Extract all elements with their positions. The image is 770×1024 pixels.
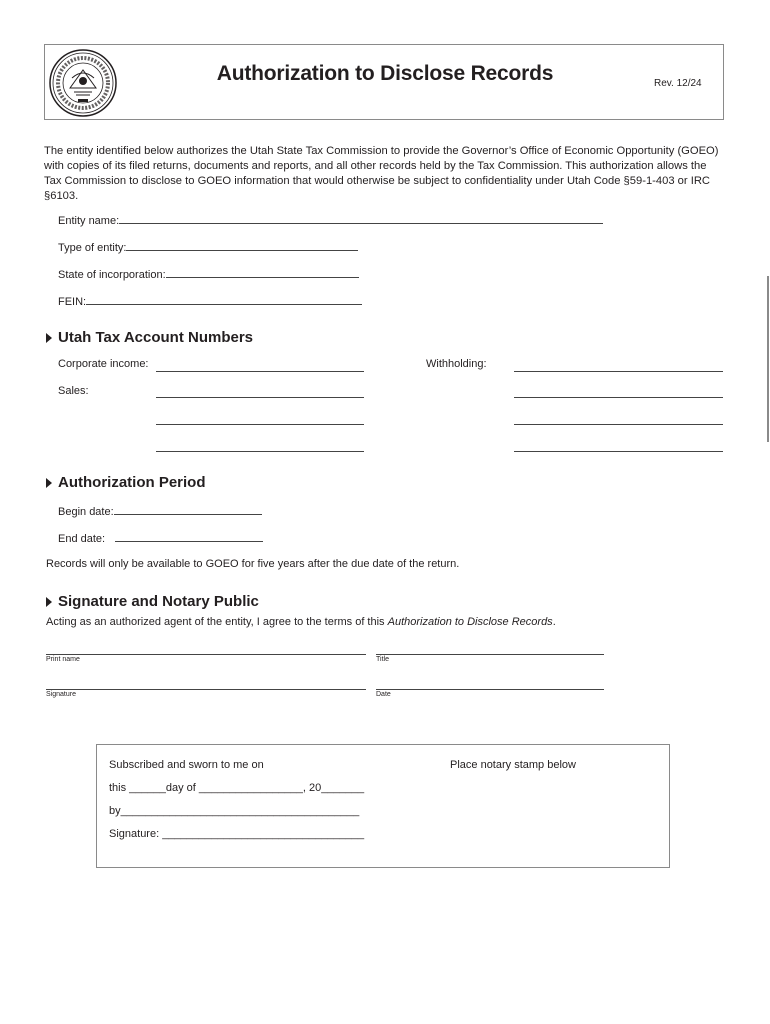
state-incorporation-field[interactable]	[58, 266, 359, 281]
date-label: Date	[376, 691, 391, 698]
corporate-income-line[interactable]	[156, 371, 364, 372]
withholding-label: Withholding:	[426, 358, 487, 370]
print-name-label: Print name	[46, 656, 80, 663]
records-note: Records will only be available to GOEO for five years after the due date of the return.	[46, 558, 460, 570]
sales-label: Sales:	[58, 385, 89, 397]
fein-label: FEIN:	[58, 296, 87, 308]
date-line[interactable]	[376, 689, 604, 690]
section-authorization-period	[46, 474, 206, 491]
begin-date-field[interactable]	[58, 503, 262, 518]
section-arrow-icon	[46, 597, 52, 607]
section-tax-accounts-heading: Utah Tax Account Numbers	[58, 329, 254, 346]
page-title: Authorization to Disclose Records	[216, 62, 554, 85]
sales-line-3[interactable]	[156, 451, 364, 452]
entity-name-label: Entity name:	[58, 215, 120, 227]
entity-type-field[interactable]	[58, 239, 358, 254]
state-seal-icon	[48, 48, 118, 118]
agreement-suffix: .	[552, 616, 556, 628]
notary-date-field[interactable]: this ______day of _________________, 20_______	[109, 782, 365, 794]
end-date-label: End date:	[58, 533, 106, 545]
state-incorporation-line	[166, 266, 359, 278]
entity-name-field[interactable]	[58, 212, 603, 227]
subscribed-text: Subscribed and sworn to me on	[109, 759, 264, 771]
begin-date-label: Begin date:	[58, 506, 114, 518]
withholding-line-4[interactable]	[514, 451, 723, 452]
fein-field[interactable]	[58, 293, 362, 308]
withholding-line-3[interactable]	[514, 424, 723, 425]
intro-paragraph: The entity identified below authorizes the Utah State Tax Commission to provide the Governor’s Office of Economic Opportunity (GOEO) with copies of its filed returns, documents and reports, and all other records held by the Tax Commission. This authorization allows the Tax Commission to disclose to GOEO information that would otherwise be subject to confidentiality under Utah Code §59-1-403 or IRC §6103.	[44, 145, 719, 202]
notary-by-field[interactable]: by_______________________________________	[109, 805, 360, 817]
agreement-text	[46, 616, 556, 628]
section-tax-accounts	[46, 329, 253, 346]
signature-line[interactable]	[46, 689, 366, 690]
title-label: Title	[376, 656, 389, 663]
entity-type-label: Type of entity:	[58, 242, 127, 254]
section-arrow-icon	[46, 333, 52, 343]
page-edge-mark	[767, 276, 769, 442]
signature-label: Signature	[46, 691, 76, 698]
entity-name-line	[119, 212, 603, 224]
title-line[interactable]	[376, 654, 604, 655]
revision-label: Rev. 12/24	[654, 78, 702, 89]
section-signature-notary	[46, 593, 259, 610]
section-signature-notary-heading: Signature and Notary Public	[58, 593, 259, 610]
withholding-line-2[interactable]	[514, 397, 723, 398]
begin-date-line	[114, 503, 262, 515]
sales-line-2[interactable]	[156, 424, 364, 425]
agreement-prefix: Acting as an authorized agent of the entity, I agree to the terms of this	[46, 616, 388, 628]
end-date-field[interactable]	[58, 530, 263, 545]
print-name-line[interactable]	[46, 654, 366, 655]
fein-line	[86, 293, 362, 305]
end-date-line	[115, 530, 263, 542]
sales-line-1[interactable]	[156, 397, 364, 398]
section-authorization-period-heading: Authorization Period	[58, 474, 206, 491]
agreement-doc-name: Authorization to Disclose Records	[387, 616, 553, 628]
entity-type-line	[126, 239, 358, 251]
state-incorporation-label: State of incorporation:	[58, 269, 166, 281]
withholding-line-1[interactable]	[514, 371, 723, 372]
notary-stamp-text: Place notary stamp below	[450, 759, 576, 771]
corporate-income-label: Corporate income:	[58, 358, 149, 370]
notary-signature-field[interactable]: Signature: _________________________________	[109, 828, 365, 840]
section-arrow-icon	[46, 478, 52, 488]
